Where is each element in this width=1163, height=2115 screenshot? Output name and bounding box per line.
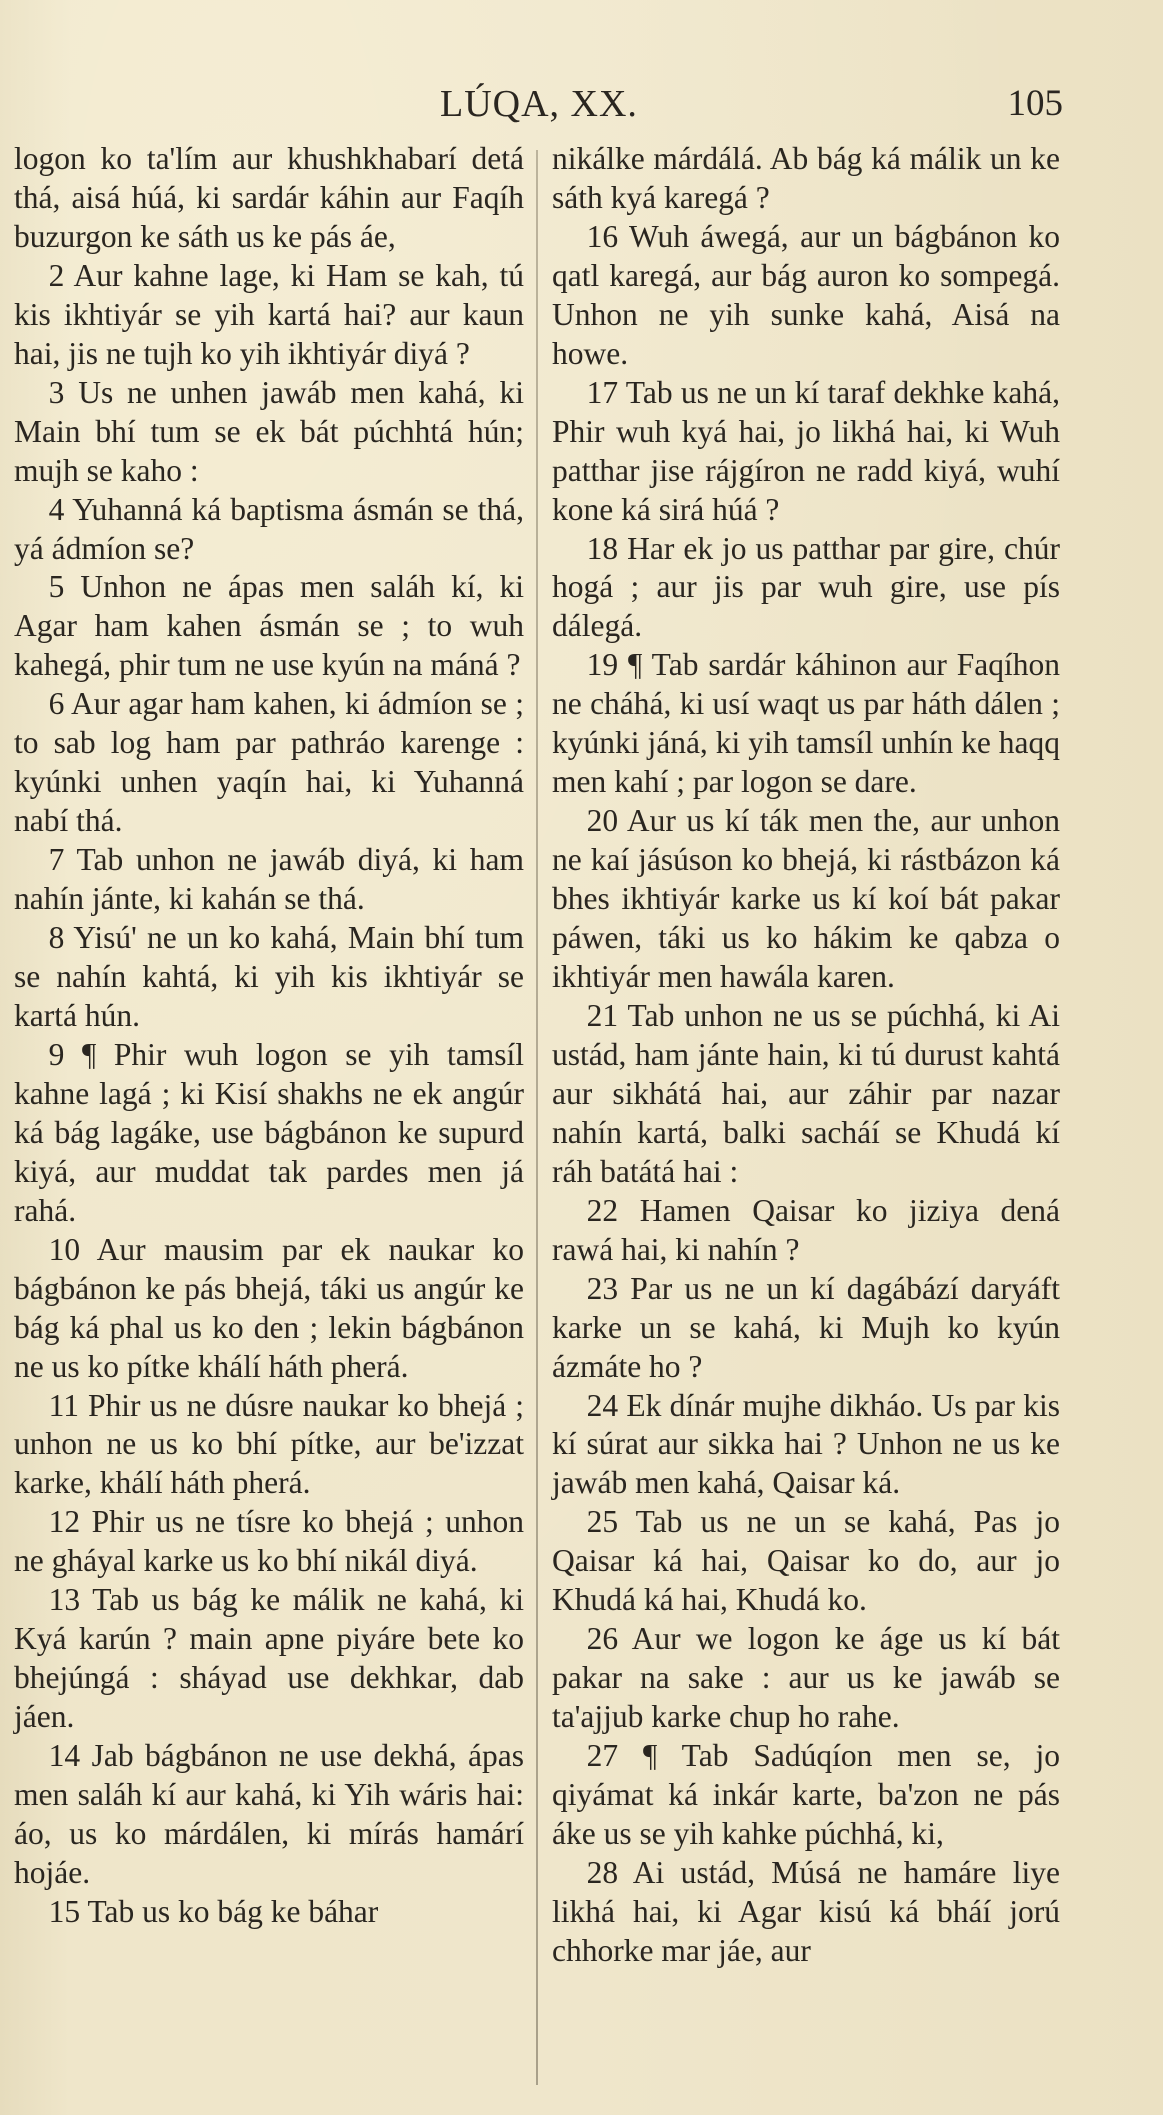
- verse-5: 5 Unhon ne ápas men saláh kí, ki Agar ham kahen ásmán se ; to wuh kahegá, phir tum ne use kyún na máná ?: [14, 569, 524, 683]
- verse-21: 21 Tab unhon ne us se púchhá, ki Ai ustád, ham jánte hain, ki tú durust kahtá aur sikhátá hai, aur záhir par nazar nahín kartá, balki sacháí se Khudá kí ráh batátá hai :: [552, 997, 1060, 1189]
- verse-15-continuation: nikálke márdálá. Ab bág ká málik un ke sáth kyá karegá ?: [552, 141, 1060, 215]
- verse-10: 10 Aur mausim par ek naukar ko bágbánon ke pás bhejá, táki us angúr ke bág ká phal us ko den ; lekin bágbánon ne us ko pítke khálí háth pherá.: [14, 1231, 524, 1384]
- verse-20: 20 Aur us kí ták men the, aur unhon ne kaí jásúson ko bhejá, ki rástbázon ká bhes ikhtiyár karke us kí koí bát pakar páwen, táki us ko hákim ke qabza o ikhtiyár men hawála karen.: [552, 803, 1060, 995]
- running-head: LÚQA, XX.: [440, 83, 638, 125]
- verse-7: 7 Tab unhon ne jawáb diyá, ki ham nahín jánte, ki kahán se thá.: [14, 842, 524, 917]
- verse-12: 12 Phir us ne tísre ko bhejá ; unhon ne gháyal karke us ko bhí nikál diyá.: [14, 1504, 524, 1579]
- column-divider: [536, 150, 538, 2085]
- verse-2: 2 Aur kahne lage, ki Ham se kah, tú kis ikhtiyár se yih kartá hai? aur kaun hai, jis ne tujh ko yih ikhtiyár diyá ?: [14, 257, 524, 371]
- verse-22: 22 Hamen Qaisar ko jiziya dená rawá hai, ki nahín ?: [552, 1192, 1060, 1267]
- verse-23: 23 Par us ne un kí dagábází daryáft karke un se kahá, ki Mujh ko kyún ázmáte ho ?: [552, 1270, 1060, 1384]
- page-number: 105: [1007, 83, 1063, 124]
- verse-16: 16 Wuh áwegá, aur un bágbánon ko qatl karegá, aur bág auron ko sompegá. Unhon ne yih sunke kahá, Aisá na howe.: [552, 218, 1060, 371]
- verse-4: 4 Yuhanná ká baptisma ásmán se thá, yá ádmíon se?: [14, 491, 524, 566]
- verse-8: 8 Yisú' ne un ko kahá, Main bhí tum se nahín kahtá, ki yih kis ikhtiyár se kartá hún.: [14, 920, 524, 1033]
- verse-9: 9 ¶ Phir wuh logon se yih tamsíl kahne lagá ; ki Kisí shakhs ne ek angúr ká bág lagáke, use bágbánon ke supurd kiyá, aur muddat tak pardes men já rahá.: [14, 1036, 524, 1228]
- verse-26: 26 Aur we logon ke áge us kí bát pakar na sake : aur us ke jawáb se ta'ajjub karke chup ho rahe.: [552, 1621, 1060, 1735]
- verse-11: 11 Phir us ne dúsre naukar ko bhejá ; unhon ne us ko bhí pítke, aur be'izzat karke, khálí háth pherá.: [14, 1387, 524, 1501]
- verse-3: 3 Us ne unhen jawáb men kahá, ki Main bhí tum se ek bát púchhtá hún; mujh se kaho :: [14, 374, 524, 488]
- verse-24: 24 Ek dínár mujhe dikháo. Us par kis kí súrat aur sikka hai ? Unhon ne us ke jawáb men kahá, Qaisar ká.: [552, 1387, 1060, 1501]
- verse-27: 27 ¶ Tab Sadúqíon men se, jo qiyámat ká inkár karte, ba'zon ne pás áke us se yih kahke púchhá, ki,: [552, 1738, 1060, 1851]
- left-column: [14, 140, 524, 1932]
- verse-18: 18 Har ek jo us patthar par gire, chúr hogá ; aur jis par wuh gire, use pís dálegá.: [552, 530, 1060, 644]
- right-column: [552, 140, 1060, 1971]
- verse-6: 6 Aur agar ham kahen, ki ádmíon se ; to sab log ham par pathráo karenge : kyúnki unhen yaqín hai, ki Yuhanná nabí thá.: [14, 686, 524, 839]
- verse-17: 17 Tab us ne un kí taraf dekhke kahá, Phir wuh kyá hai, jo likhá hai, ki Wuh patthar jise rájgíron ne radd kiyá, wuhí kone ká sirá húá ?: [552, 374, 1060, 527]
- verse-19: 19 ¶ Tab sardár káhinon aur Faqíhon ne cháhá, ki usí waqt us par háth dálen ; kyúnki jáná, ki yih tamsíl unhín ke haqq men kahí ; par logon se dare.: [552, 647, 1060, 800]
- verse-14: 14 Jab bágbánon ne use dekhá, ápas men saláh kí aur kahá, ki Yih wáris hai: áo, us ko márdálen, ki mírás hamárí hojáe.: [14, 1738, 524, 1890]
- verse-15: 15 Tab us ko bág ke báhar: [48, 1893, 379, 1929]
- verse-continuation: logon ko ta'lím aur khushkhabarí detá thá, aisá húá, ki sardár káhin aur Faqíh buzurgon ke sáth us ke pás áe,: [14, 141, 524, 254]
- verse-25: 25 Tab us ne un se kahá, Pas jo Qaisar ká hai, Qaisar ko do, aur jo Khudá ká hai, Khudá ko.: [552, 1504, 1060, 1618]
- verse-28: 28 Ai ustád, Músá ne hamáre liye likhá hai, ki Agar kisú ká bháí jorú chhorke mar jáe, aur: [552, 1854, 1060, 1968]
- page-header: [0, 82, 1163, 132]
- verse-13: 13 Tab us bág ke málik ne kahá, ki Kyá karún ? main apne piyáre bete ko bhejúngá : sháyad use dekhkar, dab jáen.: [14, 1582, 524, 1735]
